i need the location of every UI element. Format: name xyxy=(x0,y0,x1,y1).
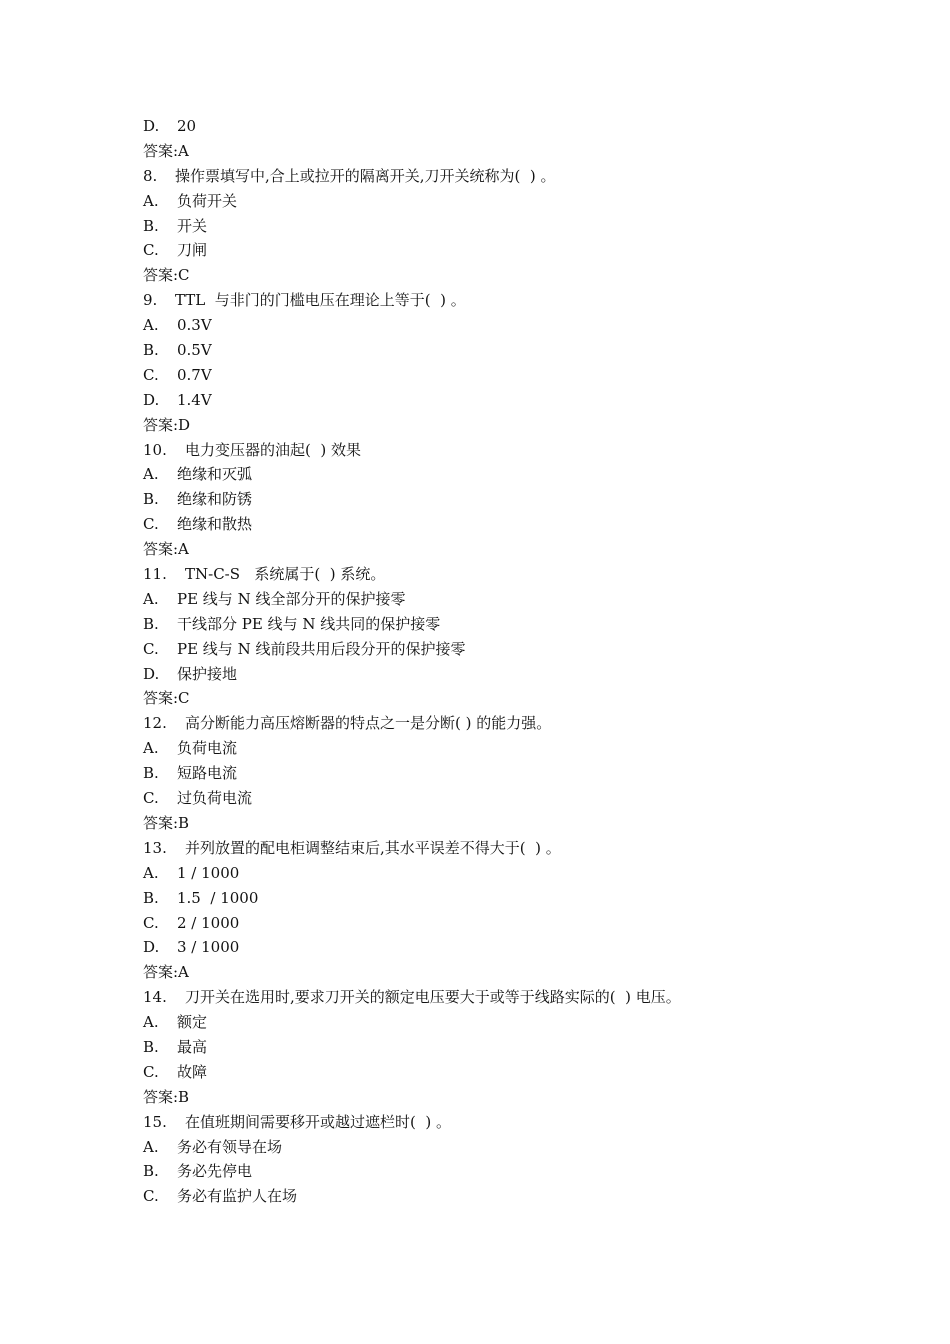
option-line xyxy=(143,1035,903,1060)
option-line xyxy=(143,214,903,239)
option-line xyxy=(143,587,903,612)
option-letter: C. xyxy=(143,1187,159,1206)
option-text: 2 / 1000 xyxy=(177,913,240,932)
question-number: 9. xyxy=(143,291,158,310)
option-line xyxy=(143,761,903,786)
option-text: 0.5V xyxy=(177,341,212,360)
question-text: 并列放置的配电柜调整结束后,其水平误差不得大于( ) 。 xyxy=(185,838,561,857)
option-letter: A. xyxy=(143,191,159,210)
option-text: 最高 xyxy=(177,1037,208,1056)
option-letter: B. xyxy=(143,341,159,360)
question-text: 在值班期间需要移开或越过遮栏时( ) 。 xyxy=(185,1112,452,1131)
question-line xyxy=(143,1110,903,1135)
option-line xyxy=(143,637,903,662)
option-text: 短路电流 xyxy=(177,764,238,783)
option-text: 1.4V xyxy=(177,390,212,409)
option-text: 3 / 1000 xyxy=(177,938,240,957)
option-letter: B. xyxy=(143,490,159,509)
option-text: 1.5 / 1000 xyxy=(177,888,259,907)
answer-line: 答案:C xyxy=(143,266,190,285)
option-line xyxy=(143,935,903,960)
option-line xyxy=(143,363,903,388)
option-letter: C. xyxy=(143,515,159,534)
option-letter: D. xyxy=(143,117,160,135)
question-text: 高分断能力高压熔断器的特点之一是分断( ) 的能力强。 xyxy=(185,714,552,733)
option-line xyxy=(143,114,903,139)
answer-line: 答案:B xyxy=(143,813,190,832)
answer-line: 答案:C xyxy=(143,689,190,708)
question-number: 12. xyxy=(143,714,167,733)
option-letter: C. xyxy=(143,789,159,808)
option-text: 20 xyxy=(177,117,197,135)
option-letter: C. xyxy=(143,913,159,932)
option-letter: B. xyxy=(143,764,159,783)
option-text: PE 线与 N 线前段共用后段分开的保护接零 xyxy=(177,639,466,658)
option-text: 过负荷电流 xyxy=(177,789,253,808)
option-letter: A. xyxy=(143,465,159,484)
option-text: PE 线与 N 线全部分开的保护接零 xyxy=(177,589,406,608)
option-line xyxy=(143,736,903,761)
answer-line: 答案:B xyxy=(143,1087,190,1106)
option-line xyxy=(143,1010,903,1035)
option-line xyxy=(143,612,903,637)
option-letter: A. xyxy=(143,589,159,608)
option-line xyxy=(143,786,903,811)
option-letter: D. xyxy=(143,938,160,957)
option-line xyxy=(143,1135,903,1160)
option-letter: C. xyxy=(143,365,159,384)
question-text: TN-C-S 系统属于( ) 系统。 xyxy=(185,565,386,584)
option-letter: A. xyxy=(143,316,159,335)
answer-line: 答案:A xyxy=(143,141,189,160)
question-line xyxy=(143,711,903,736)
option-letter: B. xyxy=(143,1037,159,1056)
option-line xyxy=(143,886,903,911)
option-text: 干线部分 PE 线与 N 线共同的保护接零 xyxy=(177,614,441,633)
option-text: 绝缘和灭弧 xyxy=(177,465,253,484)
document-page xyxy=(143,114,903,1209)
question-text: TTL 与非门的门槛电压在理论上等于( ) 。 xyxy=(175,291,466,310)
option-letter: A. xyxy=(143,739,159,758)
option-text: 负荷开关 xyxy=(177,191,238,210)
question-number: 11. xyxy=(143,565,167,584)
option-text: 务必有领导在场 xyxy=(177,1137,283,1156)
option-line xyxy=(143,313,903,338)
option-line xyxy=(143,512,903,537)
option-text: 绝缘和散热 xyxy=(177,515,253,534)
option-letter: B. xyxy=(143,888,159,907)
option-text: 0.7V xyxy=(177,365,212,384)
question-line xyxy=(143,985,903,1010)
option-text: 刀闸 xyxy=(177,241,208,260)
option-text: 开关 xyxy=(177,216,208,235)
question-line xyxy=(143,288,903,313)
option-text: 务必先停电 xyxy=(177,1162,253,1181)
option-text: 故障 xyxy=(177,1062,208,1081)
option-text: 1 / 1000 xyxy=(177,863,240,882)
answer-line: 答案:A xyxy=(143,540,189,559)
option-letter: B. xyxy=(143,614,159,633)
option-line xyxy=(143,861,903,886)
option-letter: B. xyxy=(143,216,159,235)
option-letter: D. xyxy=(143,664,160,683)
option-line xyxy=(143,238,903,263)
question-text: 刀开关在选用时,要求刀开关的额定电压要大于或等于线路实际的( ) 电压。 xyxy=(185,988,681,1007)
option-text: 务必有监护人在场 xyxy=(177,1187,298,1206)
option-letter: C. xyxy=(143,639,159,658)
option-text: 保护接地 xyxy=(177,664,238,683)
option-letter: D. xyxy=(143,390,160,409)
answer-line: 答案:D xyxy=(143,415,191,434)
question-number: 8. xyxy=(143,166,158,185)
option-line xyxy=(143,462,903,487)
option-line xyxy=(143,388,903,413)
question-number: 13. xyxy=(143,838,167,857)
option-text: 绝缘和防锈 xyxy=(177,490,253,509)
question-line xyxy=(143,836,903,861)
option-letter: A. xyxy=(143,863,159,882)
option-line xyxy=(143,1159,903,1184)
question-line xyxy=(143,164,903,189)
option-line xyxy=(143,487,903,512)
option-letter: A. xyxy=(143,1013,159,1032)
question-text: 操作票填写中,合上或拉开的隔离开关,刀开关统称为( ) 。 xyxy=(175,166,556,185)
option-letter: B. xyxy=(143,1162,159,1181)
option-line xyxy=(143,662,903,687)
option-text: 负荷电流 xyxy=(177,739,238,758)
option-letter: A. xyxy=(143,1137,159,1156)
question-line xyxy=(143,438,903,463)
question-text: 电力变压器的油起( ) 效果 xyxy=(185,440,362,459)
option-text: 额定 xyxy=(177,1013,208,1032)
option-line xyxy=(143,189,903,214)
question-number: 14. xyxy=(143,988,167,1007)
question-number: 10. xyxy=(143,440,167,459)
option-line xyxy=(143,911,903,936)
option-line xyxy=(143,1184,903,1209)
option-line xyxy=(143,1060,903,1085)
option-letter: C. xyxy=(143,1062,159,1081)
question-line xyxy=(143,562,903,587)
option-letter: C. xyxy=(143,241,159,260)
answer-line: 答案:A xyxy=(143,963,189,982)
option-text: 0.3V xyxy=(177,316,212,335)
question-number: 15. xyxy=(143,1112,167,1131)
option-line xyxy=(143,338,903,363)
